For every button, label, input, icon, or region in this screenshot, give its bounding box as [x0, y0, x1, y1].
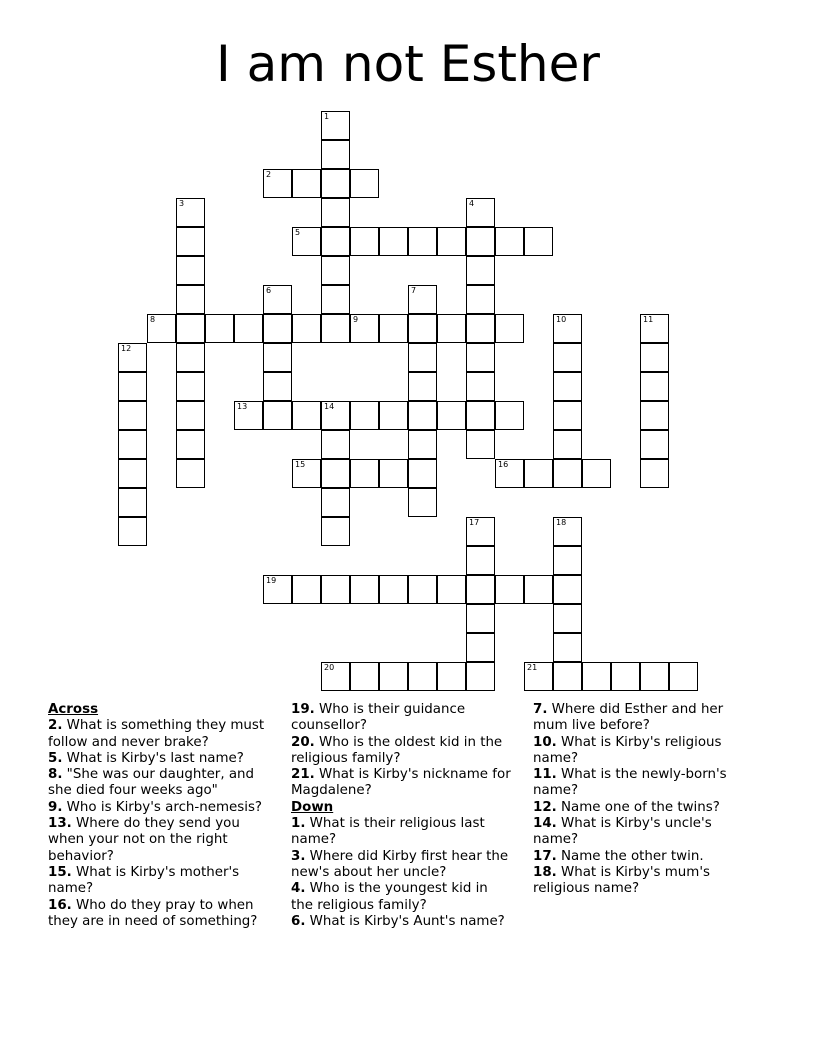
grid-cell[interactable]	[466, 401, 495, 430]
grid-cell[interactable]	[524, 227, 553, 256]
cell-number: 4	[469, 199, 475, 208]
grid-cell[interactable]	[176, 227, 205, 256]
clue-text: Who is the oldest kid in the religious family?	[291, 734, 503, 766]
grid-cell[interactable]	[263, 314, 292, 343]
cell-number: 16	[498, 460, 509, 469]
grid-cell[interactable]	[350, 169, 379, 198]
grid-cell[interactable]	[495, 227, 524, 256]
clue-text: What is Kirby's mum's religious name?	[533, 864, 710, 897]
grid-cell[interactable]	[408, 343, 437, 372]
clue-item	[291, 881, 513, 914]
cell-number: 13	[237, 402, 248, 411]
clue-column-2	[291, 702, 513, 930]
down-header: Down	[291, 799, 334, 815]
grid-cell[interactable]	[408, 227, 437, 256]
clue-item	[48, 751, 280, 767]
grid-cell[interactable]	[640, 430, 669, 459]
cell-number: 11	[643, 315, 654, 324]
clue-item	[48, 718, 280, 751]
grid-cell[interactable]	[437, 575, 466, 604]
clue-text: Who is the youngest kid in the religious family?	[291, 881, 488, 913]
grid-cell[interactable]	[640, 662, 669, 691]
grid-cell[interactable]	[176, 459, 205, 488]
grid-cell[interactable]	[466, 604, 495, 633]
grid-cell[interactable]	[321, 256, 350, 285]
grid-cell[interactable]	[321, 459, 350, 488]
clue-column-3	[533, 702, 755, 898]
grid-cell[interactable]	[176, 430, 205, 459]
clue-text: "She was our daughter, and she died four weeks ago"	[48, 767, 255, 799]
grid-cell[interactable]	[553, 314, 582, 343]
grid-cell[interactable]	[524, 459, 553, 488]
clue-item	[533, 767, 755, 800]
grid-cell[interactable]	[466, 256, 495, 285]
grid-cell[interactable]	[292, 401, 321, 430]
clue-number: 9.	[48, 799, 63, 815]
grid-cell[interactable]	[321, 430, 350, 459]
grid-cell[interactable]	[553, 546, 582, 575]
grid-cell[interactable]	[640, 401, 669, 430]
grid-cell[interactable]	[466, 662, 495, 691]
grid-cell[interactable]	[553, 372, 582, 401]
grid-cell[interactable]	[321, 198, 350, 227]
clue-text: What is their religious last name?	[291, 816, 485, 848]
grid-cell[interactable]	[524, 662, 553, 691]
grid-cell[interactable]	[437, 662, 466, 691]
grid-cell[interactable]	[408, 662, 437, 691]
grid-cell[interactable]	[292, 314, 321, 343]
grid-cell[interactable]	[176, 285, 205, 314]
cell-number: 14	[324, 402, 335, 411]
clue-text: What is Kirby's religious name?	[533, 734, 722, 766]
grid-cell[interactable]	[582, 662, 611, 691]
clue-number: 2.	[48, 718, 63, 734]
grid-cell[interactable]	[437, 314, 466, 343]
grid-cell[interactable]	[408, 488, 437, 517]
clue-text: What is Kirby's Aunt's name?	[309, 913, 505, 929]
grid-cell[interactable]	[292, 459, 321, 488]
cell-number: 9	[353, 315, 359, 324]
clue-item	[533, 735, 755, 768]
grid-cell[interactable]	[408, 459, 437, 488]
grid-cell[interactable]	[263, 169, 292, 198]
clue-item	[48, 800, 280, 816]
grid-cell[interactable]	[640, 459, 669, 488]
grid-cell[interactable]	[321, 140, 350, 169]
grid-cell[interactable]	[234, 314, 263, 343]
clue-number: 6.	[291, 913, 306, 929]
cell-number: 6	[266, 286, 272, 295]
grid-cell[interactable]	[321, 314, 350, 343]
grid-cell[interactable]	[553, 575, 582, 604]
clue-text: What is Kirby's nickname for Magdalene?	[291, 767, 511, 799]
grid-cell[interactable]	[466, 285, 495, 314]
grid-cell[interactable]	[350, 314, 379, 343]
clue-number: 21.	[291, 767, 315, 783]
grid-cell[interactable]	[321, 662, 350, 691]
grid-cell[interactable]	[466, 198, 495, 227]
clue-number: 14.	[533, 816, 557, 832]
grid-cell[interactable]	[321, 111, 350, 140]
grid-cell[interactable]	[669, 662, 698, 691]
clue-item	[533, 816, 755, 849]
clue-number: 1.	[291, 816, 306, 832]
grid-cell[interactable]	[640, 372, 669, 401]
cell-number: 15	[295, 460, 306, 469]
clue-text: Who is their guidance counsellor?	[291, 702, 466, 734]
grid-cell[interactable]	[466, 546, 495, 575]
grid-cell[interactable]	[582, 459, 611, 488]
grid-cell[interactable]	[321, 488, 350, 517]
clue-number: 5.	[48, 750, 63, 766]
grid-cell[interactable]	[379, 459, 408, 488]
clue-text: Name the other twin.	[561, 848, 704, 864]
grid-cell[interactable]	[524, 575, 553, 604]
grid-cell[interactable]	[263, 575, 292, 604]
grid-cell[interactable]	[263, 343, 292, 372]
grid-cell[interactable]	[118, 372, 147, 401]
clue-text: Where did Esther and her mum live before?	[533, 702, 724, 734]
grid-cell[interactable]	[321, 169, 350, 198]
grid-cell[interactable]	[350, 662, 379, 691]
grid-cell[interactable]	[466, 517, 495, 546]
grid-cell[interactable]	[495, 401, 524, 430]
clue-number: 17.	[533, 848, 557, 864]
grid-cell[interactable]	[553, 517, 582, 546]
clue-item	[533, 800, 755, 816]
grid-cell[interactable]	[118, 459, 147, 488]
grid-cell[interactable]	[118, 517, 147, 546]
clue-number: 4.	[291, 881, 306, 897]
grid-cell[interactable]	[321, 401, 350, 430]
grid-cell[interactable]	[466, 575, 495, 604]
grid-cell[interactable]	[321, 517, 350, 546]
grid-cell[interactable]	[379, 662, 408, 691]
grid-cell[interactable]	[408, 401, 437, 430]
clue-number: 16.	[48, 897, 72, 913]
clue-text: What is something they must follow and never brake?	[48, 718, 265, 750]
grid-cell[interactable]	[611, 662, 640, 691]
cell-number: 12	[121, 344, 132, 353]
grid-cell[interactable]	[118, 401, 147, 430]
cell-number: 2	[266, 170, 272, 179]
grid-cell[interactable]	[321, 227, 350, 256]
clue-item	[533, 702, 755, 735]
clue-number: 20.	[291, 734, 315, 750]
cell-number: 10	[556, 315, 567, 324]
grid-cell[interactable]	[176, 343, 205, 372]
grid-cell[interactable]	[553, 401, 582, 430]
cell-number: 19	[266, 576, 277, 585]
cell-number: 21	[527, 663, 538, 672]
clue-number: 18.	[533, 864, 557, 880]
clue-text: Name one of the twins?	[561, 799, 720, 815]
cell-number: 20	[324, 663, 335, 672]
grid-cell[interactable]	[408, 314, 437, 343]
cell-number: 5	[295, 228, 301, 237]
grid-cell[interactable]	[553, 604, 582, 633]
grid-cell[interactable]	[495, 575, 524, 604]
grid-cell[interactable]	[379, 314, 408, 343]
clue-number: 3.	[291, 848, 306, 864]
cell-number: 7	[411, 286, 417, 295]
grid-cell[interactable]	[321, 285, 350, 314]
clue-number: 13.	[48, 816, 72, 832]
clue-item	[291, 702, 513, 735]
clue-number: 7.	[533, 702, 548, 717]
grid-cell[interactable]	[176, 401, 205, 430]
grid-cell[interactable]	[437, 401, 466, 430]
grid-cell[interactable]	[466, 227, 495, 256]
grid-cell[interactable]	[408, 372, 437, 401]
grid-cell[interactable]	[263, 372, 292, 401]
grid-cell[interactable]	[176, 256, 205, 285]
grid-cell[interactable]	[379, 227, 408, 256]
grid-cell[interactable]	[350, 401, 379, 430]
clue-item	[533, 849, 755, 865]
grid-cell[interactable]	[466, 633, 495, 662]
clue-text: What is Kirby's uncle's name?	[533, 816, 712, 848]
puzzle-title: I am not Esther	[216, 35, 600, 93]
grid-cell[interactable]	[437, 227, 466, 256]
clue-item	[291, 914, 513, 930]
grid-cell[interactable]	[495, 459, 524, 488]
grid-cell[interactable]	[408, 285, 437, 314]
grid-cell[interactable]	[466, 372, 495, 401]
grid-cell[interactable]	[263, 285, 292, 314]
grid-cell[interactable]	[379, 401, 408, 430]
grid-cell[interactable]	[466, 343, 495, 372]
grid-cell[interactable]	[350, 459, 379, 488]
grid-cell[interactable]	[263, 401, 292, 430]
clue-item	[291, 735, 513, 768]
grid-cell[interactable]	[350, 227, 379, 256]
grid-cell[interactable]	[466, 430, 495, 459]
clue-number: 12.	[533, 799, 557, 815]
grid-cell[interactable]	[176, 314, 205, 343]
grid-cell[interactable]	[495, 314, 524, 343]
clue-text: Where did Kirby first hear the new's about her uncle?	[291, 848, 509, 880]
grid-cell[interactable]	[379, 575, 408, 604]
grid-cell[interactable]	[118, 488, 147, 517]
clue-text: What is Kirby's mother's name?	[48, 864, 240, 897]
clue-text: What is Kirby's last name?	[66, 750, 244, 766]
grid-cell[interactable]	[292, 575, 321, 604]
grid-cell[interactable]	[205, 314, 234, 343]
across-header: Across	[48, 702, 99, 717]
clue-column-1	[48, 702, 280, 930]
clue-text: Who is Kirby's arch-nemesis?	[66, 799, 263, 815]
grid-cell[interactable]	[118, 343, 147, 372]
clue-number: 10.	[533, 734, 557, 750]
clue-item	[48, 816, 280, 865]
grid-cell[interactable]	[321, 575, 350, 604]
clue-number: 19.	[291, 702, 315, 717]
clue-text: What is the newly-born's name?	[533, 767, 727, 799]
grid-cell[interactable]	[350, 575, 379, 604]
grid-cell[interactable]	[408, 430, 437, 459]
clue-number: 15.	[48, 864, 72, 880]
clue-number: 8.	[48, 767, 63, 783]
clue-item	[291, 849, 513, 882]
grid-cell[interactable]	[292, 169, 321, 198]
cell-number: 1	[324, 112, 330, 121]
grid-cell[interactable]	[553, 430, 582, 459]
grid-cell[interactable]	[176, 372, 205, 401]
clue-item	[48, 898, 280, 931]
grid-cell[interactable]	[118, 430, 147, 459]
grid-cell[interactable]	[176, 198, 205, 227]
grid-cell[interactable]	[553, 662, 582, 691]
clue-item	[48, 865, 280, 898]
clue-text: Who do they pray to when they are in need of something?	[48, 897, 258, 929]
clue-item	[291, 767, 513, 800]
cell-number: 18	[556, 518, 567, 527]
grid-cell[interactable]	[553, 459, 582, 488]
grid-cell[interactable]	[466, 314, 495, 343]
cell-number: 8	[150, 315, 156, 324]
cell-number: 17	[469, 518, 480, 527]
clue-number: 11.	[533, 767, 557, 783]
grid-cell[interactable]	[408, 575, 437, 604]
grid-cell[interactable]	[640, 314, 669, 343]
grid-cell[interactable]	[553, 343, 582, 372]
grid-cell[interactable]	[553, 633, 582, 662]
clue-item	[291, 816, 513, 849]
grid-cell[interactable]	[292, 227, 321, 256]
clue-text: Where do they send you when your not on the right behavior?	[48, 816, 240, 864]
cell-number: 3	[179, 199, 185, 208]
grid-cell[interactable]	[147, 314, 176, 343]
clue-item	[48, 767, 280, 800]
grid-cell[interactable]	[234, 401, 263, 430]
grid-cell[interactable]	[640, 343, 669, 372]
clue-item	[533, 865, 755, 898]
